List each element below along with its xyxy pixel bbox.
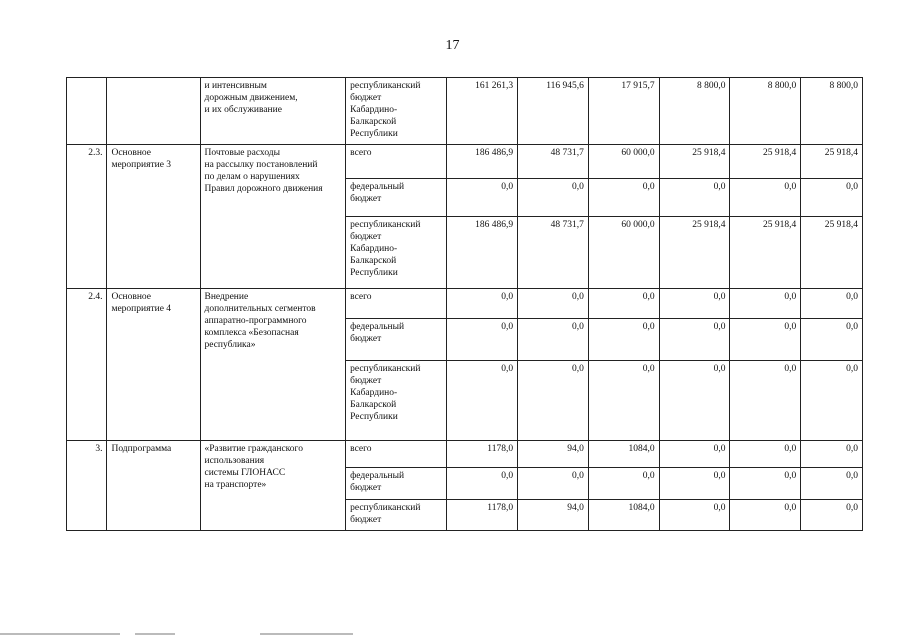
scan-artifact [0, 630, 905, 640]
funding-source: республиканский бюджет Кабардино- Балкарской Республики [346, 361, 447, 441]
amount-cell: 0,0 [447, 179, 518, 217]
amount-cell: 0,0 [659, 468, 730, 500]
amount-cell: 48 731,7 [518, 145, 589, 179]
funding-source: всего [346, 145, 447, 179]
amount-cell: 25 918,4 [659, 145, 730, 179]
amount-cell: 25 918,4 [730, 145, 801, 179]
table-row [67, 78, 863, 145]
item-number: 3. [67, 441, 107, 531]
amount-cell: 17 915,7 [588, 78, 659, 145]
amount-cell: 0,0 [730, 289, 801, 319]
item-number: 2.3. [67, 145, 107, 289]
amount-cell: 0,0 [447, 289, 518, 319]
page-number: 17 [445, 38, 460, 53]
amount-cell: 8 800,0 [801, 78, 863, 145]
funding-source: республиканский бюджет Кабардино- Балкарской Республики [346, 217, 447, 289]
amount-cell: 0,0 [447, 468, 518, 500]
amount-cell: 0,0 [447, 361, 518, 441]
amount-cell: 0,0 [801, 179, 863, 217]
amount-cell: 1178,0 [447, 500, 518, 531]
amount-cell: 25 918,4 [801, 145, 863, 179]
funding-source: республиканский бюджет [346, 500, 447, 531]
amount-cell: 1084,0 [588, 500, 659, 531]
amount-cell: 0,0 [659, 289, 730, 319]
amount-cell: 0,0 [518, 468, 589, 500]
item-type: Основное мероприятие 4 [107, 289, 200, 441]
funding-source: всего [346, 441, 447, 468]
amount-cell: 0,0 [801, 468, 863, 500]
item-number: 2.4. [67, 289, 107, 441]
amount-cell: 25 918,4 [801, 217, 863, 289]
amount-cell: 0,0 [518, 319, 589, 361]
amount-cell: 0,0 [730, 361, 801, 441]
amount-cell: 0,0 [659, 361, 730, 441]
amount-cell: 1084,0 [588, 441, 659, 468]
amount-cell: 94,0 [518, 441, 589, 468]
funding-source: федеральный бюджет [346, 319, 447, 361]
budget-table [66, 77, 863, 531]
amount-cell: 0,0 [730, 179, 801, 217]
amount-cell: 0,0 [659, 500, 730, 531]
amount-cell: 161 261,3 [447, 78, 518, 145]
item-name: Почтовые расходы на рассылку постановлений по делам о нарушениях Правил дорожного движения [200, 145, 346, 289]
amount-cell: 0,0 [730, 441, 801, 468]
item-type: Основное мероприятие 3 [107, 145, 200, 289]
amount-cell: 0,0 [801, 289, 863, 319]
amount-cell: 60 000,0 [588, 145, 659, 179]
amount-cell: 0,0 [659, 441, 730, 468]
table-row [67, 441, 863, 468]
table-row [67, 289, 863, 319]
amount-cell: 8 800,0 [659, 78, 730, 145]
amount-cell: 1178,0 [447, 441, 518, 468]
amount-cell: 25 918,4 [659, 217, 730, 289]
amount-cell: 0,0 [801, 361, 863, 441]
funding-source: всего [346, 289, 447, 319]
amount-cell: 0,0 [447, 319, 518, 361]
amount-cell: 0,0 [518, 289, 589, 319]
item-name: Внедрение дополнительных сегментов аппаратно-программного комплекса «Безопасная республика» [200, 289, 346, 441]
amount-cell: 0,0 [588, 361, 659, 441]
item-type [107, 78, 200, 145]
table-row [67, 145, 863, 179]
amount-cell: 0,0 [588, 319, 659, 361]
amount-cell: 0,0 [588, 179, 659, 217]
amount-cell: 48 731,7 [518, 217, 589, 289]
amount-cell: 186 486,9 [447, 145, 518, 179]
item-name: «Развитие гражданского использования системы ГЛОНАСС на транспорте» [200, 441, 346, 531]
funding-source: федеральный бюджет [346, 468, 447, 500]
amount-cell: 0,0 [730, 500, 801, 531]
amount-cell: 0,0 [801, 500, 863, 531]
amount-cell: 0,0 [588, 289, 659, 319]
amount-cell: 0,0 [588, 468, 659, 500]
amount-cell: 116 945,6 [518, 78, 589, 145]
amount-cell: 94,0 [518, 500, 589, 531]
amount-cell: 0,0 [801, 441, 863, 468]
funding-source: федеральный бюджет [346, 179, 447, 217]
funding-source: республиканский бюджет Кабардино- Балкарской Республики [346, 78, 447, 145]
amount-cell: 0,0 [730, 319, 801, 361]
item-number [67, 78, 107, 145]
amount-cell: 186 486,9 [447, 217, 518, 289]
amount-cell: 25 918,4 [730, 217, 801, 289]
amount-cell: 0,0 [659, 319, 730, 361]
amount-cell: 0,0 [659, 179, 730, 217]
amount-cell: 0,0 [518, 361, 589, 441]
amount-cell: 0,0 [801, 319, 863, 361]
amount-cell: 0,0 [518, 179, 589, 217]
amount-cell: 60 000,0 [588, 217, 659, 289]
item-name: и интенсивным дорожным движением, и их обслуживание [200, 78, 346, 145]
amount-cell: 0,0 [730, 468, 801, 500]
item-type: Подпрограмма [107, 441, 200, 531]
amount-cell: 8 800,0 [730, 78, 801, 145]
